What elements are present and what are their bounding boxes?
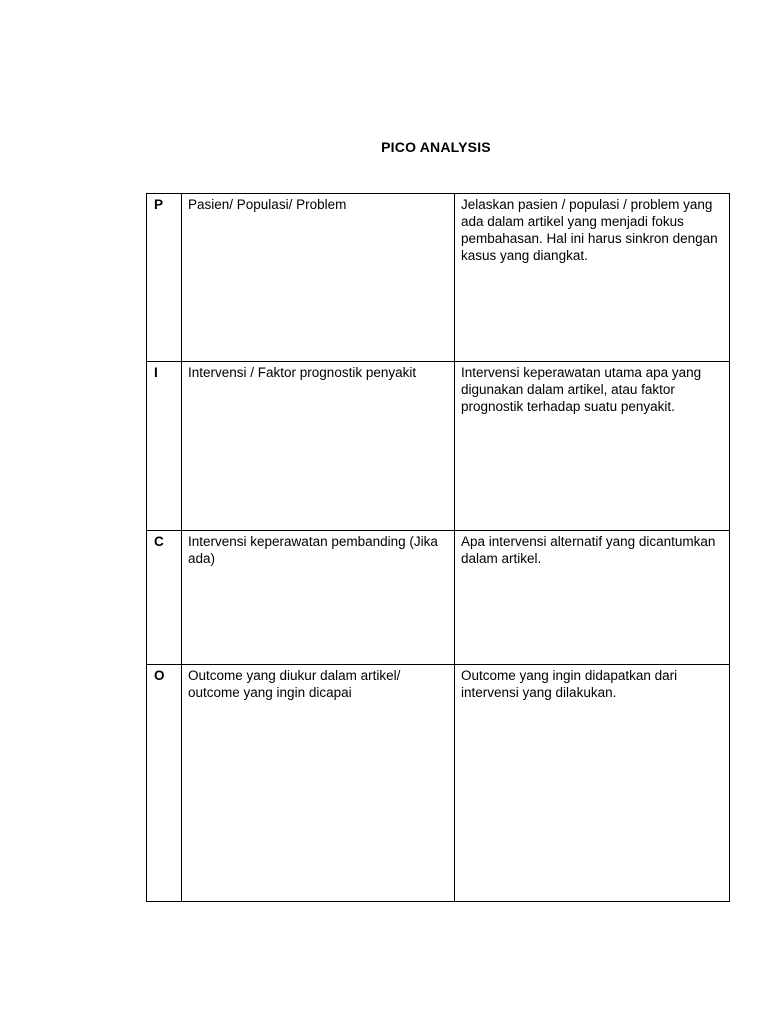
table-row-p xyxy=(147,194,730,362)
pico-table xyxy=(146,193,730,902)
row-description-cell: Intervensi keperawatan utama apa yang digunakan dalam artikel, atau faktor prognostik terhadap suatu penyakit. xyxy=(455,362,730,531)
row-letter-cell: P xyxy=(147,194,182,362)
row-term-cell: Pasien/ Populasi/ Problem xyxy=(182,194,455,362)
page-title: PICO ANALYSIS xyxy=(381,139,491,155)
row-term-cell: Intervensi keperawatan pembanding (Jika ada) xyxy=(182,531,455,665)
row-description-cell: Jelaskan pasien / populasi / problem yang ada dalam artikel yang menjadi fokus pembahasan. Hal ini harus sinkron dengan kasus yang diangkat. xyxy=(455,194,730,362)
row-term-cell: Outcome yang diukur dalam artikel/ outcome yang ingin dicapai xyxy=(182,665,455,902)
row-description-cell: Apa intervensi alternatif yang dicantumkan dalam artikel. xyxy=(455,531,730,665)
table-row-i xyxy=(147,362,730,531)
table-row-o xyxy=(147,665,730,902)
row-letter-cell: O xyxy=(147,665,182,902)
row-description-cell: Outcome yang ingin didapatkan dari intervensi yang dilakukan. xyxy=(455,665,730,902)
row-letter-cell: C xyxy=(147,531,182,665)
row-letter-cell: I xyxy=(147,362,182,531)
row-term-cell: Intervensi / Faktor prognostik penyakit xyxy=(182,362,455,531)
table-row-c xyxy=(147,531,730,665)
